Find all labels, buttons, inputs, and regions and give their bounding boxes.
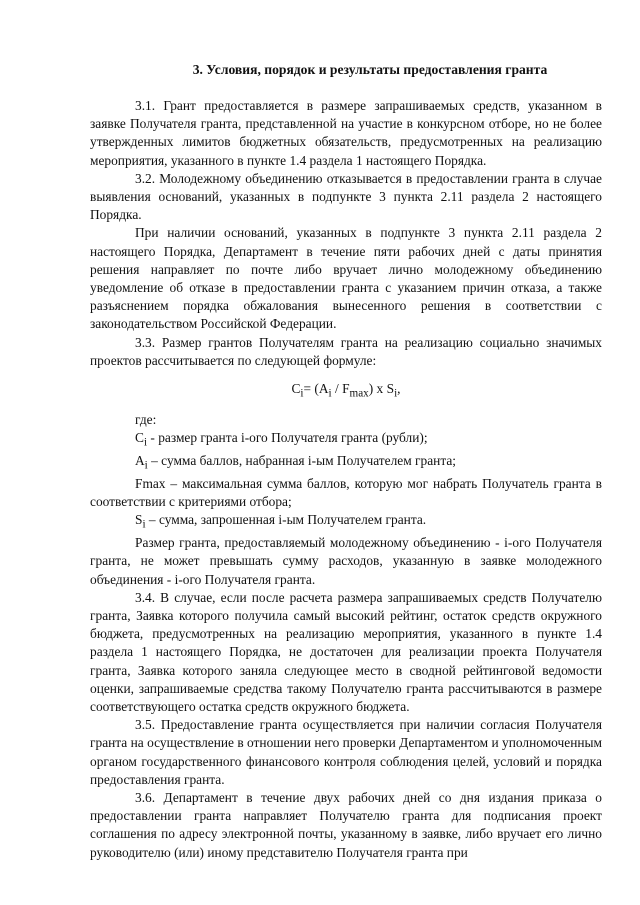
paragraph-3-6: 3.6. Департамент в течение двух рабочих дней со дня издания приказа о предоставлении гранта направляет Получателю гранта для подписания проект соглашения по адресу электронной почты, указанному в заявке, либо вручает его лично руководителю (или) иному представителю Получателя гранта при	[90, 790, 602, 860]
paragraph-3-3: 3.3. Размер грантов Получателям гранта на реализацию социально значимых проектов рассчитывается по следующей формуле:	[90, 334, 602, 368]
paragraph-3-2: 3.2. Молодежному объединению отказывается в предоставлении гранта в случае выявления оснований, указанных в подпункте 3 пункта 2.11 раздела 2 настоящего Порядка.	[90, 170, 602, 223]
formula-sub-s: i	[394, 387, 398, 400]
paragraph-grant-limit: Размер гранта, предоставляемый молодежному объединению - i-ого Получателя гранта, не может превышать сумму расходов, указанную в заявке молодежного объединения - i-ого Получателя гранта.	[90, 535, 602, 587]
grant-formula: $C_i= (A_i / F_{max})$ x $S_i$,	[291, 381, 401, 400]
section-heading: 3. Условия, порядок и результаты предоставления гранта	[192, 62, 548, 77]
definition-c: $C_i$ - размер гранта i-ого Получателя гранта (рубли);	[135, 430, 428, 449]
where-label: где:	[135, 411, 157, 427]
paragraph-refusal-notice: При наличии оснований, указанных в подпункте 3 пункта 2.11 раздела 2 настоящего Порядка, Департамент в течение пяти рабочих дней с даты принятия решения направляет по почте либо вручает лично молодежному объединению уведомление об отказе в предоставлении гранта с указанием причин отказа, а также разъяснением порядка обжалования вынесенного решения в соответствии с законодательством Российской Федерации.	[90, 225, 602, 332]
paragraph-3-5: 3.5. Предоставление гранта осуществляется при наличии согласия Получателя гранта на осуществление в отношении него проверки Департаментом и уполномоченным органом государственного финансового контроля соблюдения целей, условий и порядка предоставления гранта.	[90, 717, 602, 787]
section-body	[90, 97, 602, 862]
definition-s: $S_i$ – сумма, запрошенная i-ым Получателем гранта.	[135, 512, 427, 531]
definition-fmax: Fmax – максимальная сумма баллов, которую мог набрать Получатель гранта в соответствии с критериями отбора;	[90, 475, 602, 510]
definition-a: $A_i$ – сумма баллов, набранная i-ым Получателем гранта;	[135, 453, 457, 472]
paragraph-3-4: 3.4. В случае, если после расчета размера запрашиваемых средств Получателю гранта, Заявка которого получила самый высокий рейтинг, остаток средств окружного бюджета, предусмотренных на реализацию мероприятия, указанного в пункте 1.4 раздела 1 настоящего Порядка, не достаточен для реализации проекта Получателя гранта, Заявка которого заняла следующее место в сводной рейтинговой ведомости оценки, запрашиваемые средства такому Получателю гранта рассчитываются в размере соответствующего остатка средств окружного бюджета.	[90, 589, 602, 714]
paragraph-3-1: 3.1. Грант предоставляется в размере запрашиваемых средств, указанном в заявке Получателя гранта, представленной на участие в конкурсном отборе, но не более утвержденных лимитов бюджетных обязательств, предусмотренных на реализацию мероприятия, указанного в пункте 1.4 раздела 1 настоящего Порядка.	[90, 98, 602, 168]
formula-sub-a: i	[328, 387, 332, 400]
